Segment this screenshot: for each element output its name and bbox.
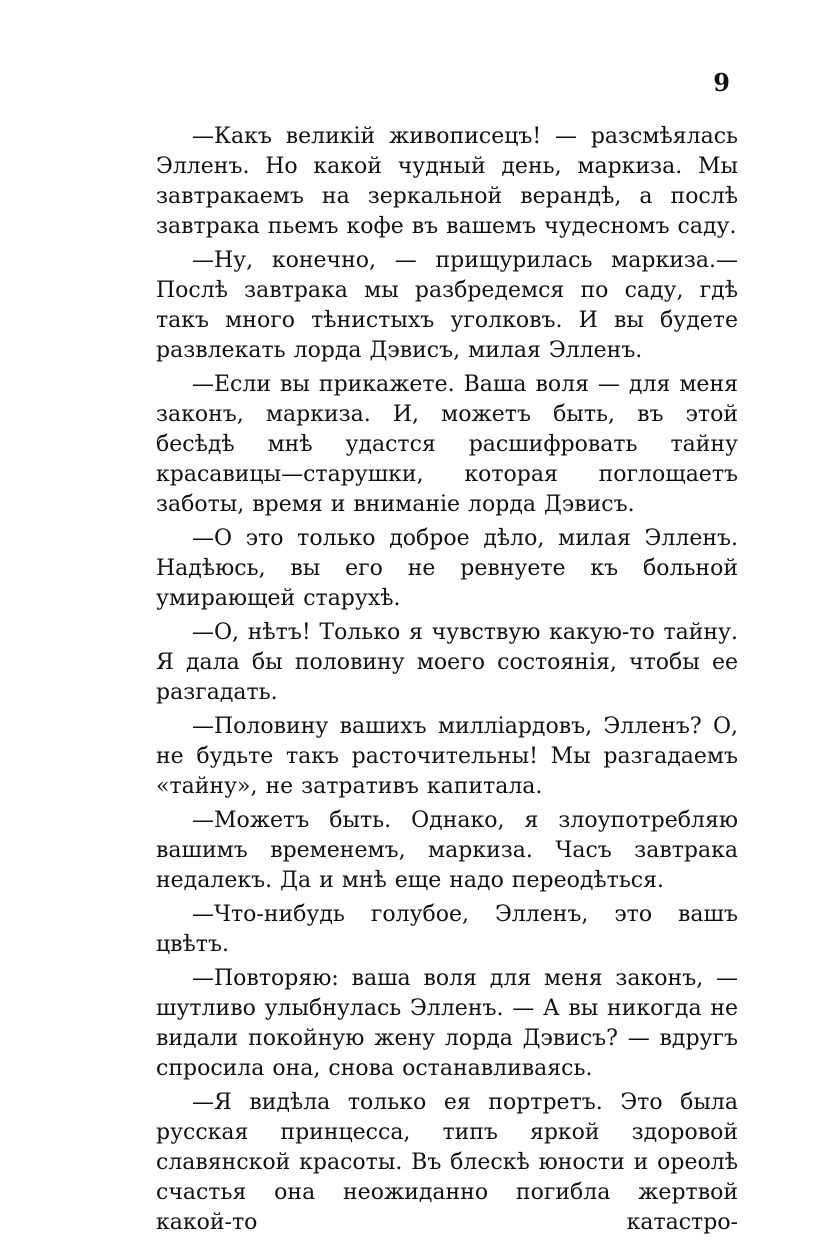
paragraph: —Я видѣла только ея портретъ. Это была русская принцесса, типъ яркой здоровой славянской красоты. Въ блескѣ юности и ореолѣ счастья она неожиданно погибла жертвой какой-то катастро- bbox=[156, 1090, 738, 1235]
paragraph: —Повторяю: ваша воля для меня законъ, — шутливо улыбнулась Элленъ. — А вы никогда не видали покойную жену лорда Дэвисъ? — вдругъ спросила она, снова останавливаясь. bbox=[156, 966, 738, 1081]
paragraph: —Ну, конечно, — прищурилась маркиза.—Послѣ завтрака мы разбредемся по саду, гдѣ такъ много тѣнистыхъ уголковъ. И вы будете развлекать лорда Дэвисъ, милая Элленъ. bbox=[156, 248, 738, 363]
paragraph: —Можетъ быть. Однако, я злоупотребляю вашимъ временемъ, маркиза. Часъ завтрака недалекъ. Да и мнѣ еще надо переодѣться. bbox=[156, 808, 738, 893]
paragraph: —Если вы прикажете. Ваша воля — для меня законъ, маркиза. И, можетъ быть, въ этой бесѣдѣ мнѣ удастся расшифровать тайну красавицы—старушки, которая поглощаетъ заботы, время и вниманіе лорда Дэвисъ. bbox=[156, 372, 738, 517]
paragraph: —Что-нибудь голубое, Элленъ, это вашъ цвѣтъ. bbox=[156, 902, 738, 957]
paragraph: —Какъ великій живописецъ! — разсмѣялась Элленъ. Но какой чудный день, маркиза. Мы завтракаемъ на зеркальной верандѣ, а послѣ завтрака пьемъ кофе въ вашемъ чудесномъ саду. bbox=[156, 124, 738, 239]
paragraph: —О, нѣтъ! Только я чувствую какую-то тайну. Я дала бы половину моего состоянія, чтобы ее разгадать. bbox=[156, 620, 738, 705]
page-body bbox=[156, 122, 738, 1242]
paragraph: —О это только доброе дѣло, милая Элленъ. Надѣюсь, вы его не ревнуете къ больной умирающей старухѣ. bbox=[156, 526, 738, 611]
page-number: 9 bbox=[713, 68, 730, 97]
paragraph: —Половину вашихъ милліардовъ, Элленъ? О, не будьте такъ расточительны! Мы разгадаемъ «тайну», не затративъ капитала. bbox=[156, 714, 738, 799]
